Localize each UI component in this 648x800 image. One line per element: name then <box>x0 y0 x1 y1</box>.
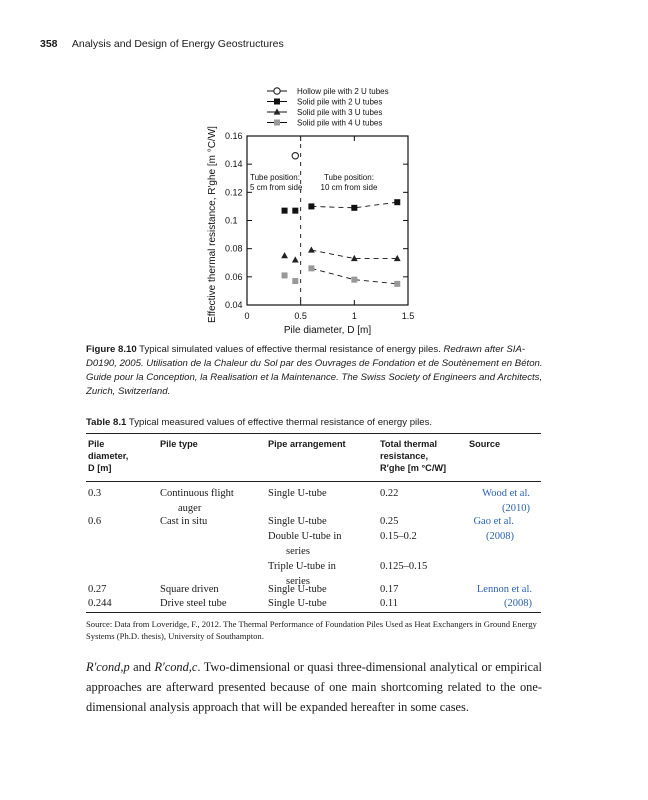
table-cell-diameter: 0.244 <box>88 598 112 609</box>
data-point <box>394 255 401 261</box>
table-cell-source-link[interactable]: Lennon et al. <box>476 584 532 595</box>
table-cell-diameter: 0.27 <box>88 584 107 595</box>
figure-caption-credit: Redrawn after SIA-D0190, 2005. Utilisation de la Chaleur du Sol par des Ouvrages de Fondation et de Soutènement en Béton. Guide pour la Conception, la Realisation et la Maintenance. The Swiss Society of Engineers and Architects, Zurich, Switzerland. <box>86 344 543 397</box>
table-title-text: Typical measured values of effective thermal resistance of energy piles. <box>128 417 433 428</box>
x-axis-label: Pile diameter, D [m] <box>283 325 372 336</box>
legend-marker <box>274 88 280 94</box>
y-tick-label: 0.04 <box>225 300 243 310</box>
symbol-r-cond-p: R′cond,p <box>86 660 130 674</box>
data-point <box>282 272 288 278</box>
figure-caption <box>86 343 546 399</box>
table-cell-source-link[interactable]: (2008) <box>504 598 532 609</box>
data-point <box>292 153 298 159</box>
table-cell-source-link[interactable]: Wood et al. (2010) <box>482 488 530 514</box>
table-cell-resistance: 0.17 <box>380 584 399 595</box>
header-diameter: Pile diameter, D [m] <box>88 439 129 473</box>
data-point <box>394 281 400 287</box>
x-tick-label: 1 <box>351 311 357 321</box>
table-cell-diameter: 0.6 <box>88 516 102 527</box>
data-point <box>351 255 358 261</box>
table-cell-type: Square driven <box>160 584 219 595</box>
body-paragraph <box>86 657 542 717</box>
figure-caption-text: Typical simulated values of effective thermal resistance of energy piles. <box>139 344 441 355</box>
legend-entry: Solid pile with 2 U tubes <box>297 97 383 107</box>
annotation-tube-10cm: Tube position: <box>323 173 374 182</box>
table-cell-arrangement: Single U-tube <box>268 488 327 499</box>
y-tick-label: 0.1 <box>225 215 238 226</box>
data-point <box>292 208 298 214</box>
data-point <box>308 246 315 252</box>
legend-marker <box>274 120 280 126</box>
data-point <box>281 252 288 258</box>
x-tick-label: 1.5 <box>401 311 415 321</box>
legend-entry: Solid pile with 3 U tubes <box>297 108 383 117</box>
plot-frame <box>247 136 408 305</box>
figure-label: Figure 8.10 <box>86 344 137 355</box>
table-bottom-rule <box>86 612 541 613</box>
y-axis-label: Effective thermal resistance, R′ghe [m °C/W] <box>207 126 218 323</box>
data-point <box>308 265 314 271</box>
figure-8-10-chart <box>0 0 648 345</box>
body-text: . Two-dimensional or quasi three-dimensional analytical or empirical approaches are afterward presented because of one main shortcoming related to the one-dimensional analysis approach that will be expanded hereafter in some cases. <box>86 660 542 714</box>
data-point <box>351 205 357 211</box>
data-point <box>351 277 357 283</box>
legend-marker <box>274 108 281 114</box>
table-cell-arrangement: Single U-tube <box>268 584 327 595</box>
annotation-tube-10cm: 10 cm from side <box>320 183 378 192</box>
data-point <box>394 199 400 205</box>
table-cell-arrangement: Single U-tube Double U-tube in series Triple U-tube in series <box>268 516 342 587</box>
y-tick-label: 0.06 <box>225 271 243 282</box>
annotation-tube-5cm: Tube position: <box>250 173 300 182</box>
legend-entry: Hollow pile with 2 U tubes <box>297 87 389 96</box>
y-tick-label: 0.16 <box>225 131 243 141</box>
y-tick-label: 0.12 <box>225 187 243 198</box>
table-title <box>86 417 432 428</box>
body-connector: and <box>133 660 151 674</box>
table-header-rule <box>86 481 541 482</box>
table-source-note: Source: Data from Loveridge, F., 2012. The Thermal Performance of Foundation Piles Used as Heat Exchangers in Ground Energy Systems (Ph.D. thesis), University of Southampton. <box>86 619 537 641</box>
header-pile-type: Pile type <box>160 439 198 449</box>
header-source: Source <box>469 439 501 449</box>
data-point <box>308 203 314 209</box>
table-cell-diameter: 0.3 <box>88 488 102 499</box>
legend-marker <box>274 99 280 105</box>
table-cell-type: Cast in situ <box>160 516 208 527</box>
table-cell-source-link[interactable]: Gao et al. (2008) <box>473 516 514 542</box>
data-point <box>292 256 299 262</box>
data-point <box>282 208 288 214</box>
table-top-rule <box>86 433 541 434</box>
x-tick-label: 0.5 <box>294 311 307 321</box>
header-thermal-resistance: Total thermal resistance, R′ghe [m °C/W] <box>380 439 447 473</box>
table-cell-resistance: 0.25 0.15–0.2 0.125–0.15 <box>380 516 428 572</box>
data-point <box>292 278 298 284</box>
y-tick-label: 0.08 <box>225 243 243 254</box>
table-cell-resistance: 0.11 <box>380 598 398 609</box>
table-label: Table 8.1 <box>86 417 127 428</box>
x-tick-label: 0 <box>244 311 250 321</box>
table-cell-type: Drive steel tube <box>160 598 227 609</box>
annotation-tube-5cm: 5 cm from side <box>250 183 303 192</box>
table-cell-type: Continuous flight auger <box>160 488 234 514</box>
page-number: 358 <box>40 38 58 50</box>
table-cell-resistance: 0.22 <box>380 488 399 499</box>
legend-entry: Solid pile with 4 U tubes <box>297 118 383 128</box>
running-title: Analysis and Design of Energy Geostructures <box>71 38 284 50</box>
symbol-r-cond-c: R′cond,c <box>154 660 198 674</box>
header-pipe-arrangement: Pipe arrangement <box>268 439 346 449</box>
table-cell-arrangement: Single U-tube <box>268 598 327 609</box>
y-tick-label: 0.14 <box>225 159 243 170</box>
